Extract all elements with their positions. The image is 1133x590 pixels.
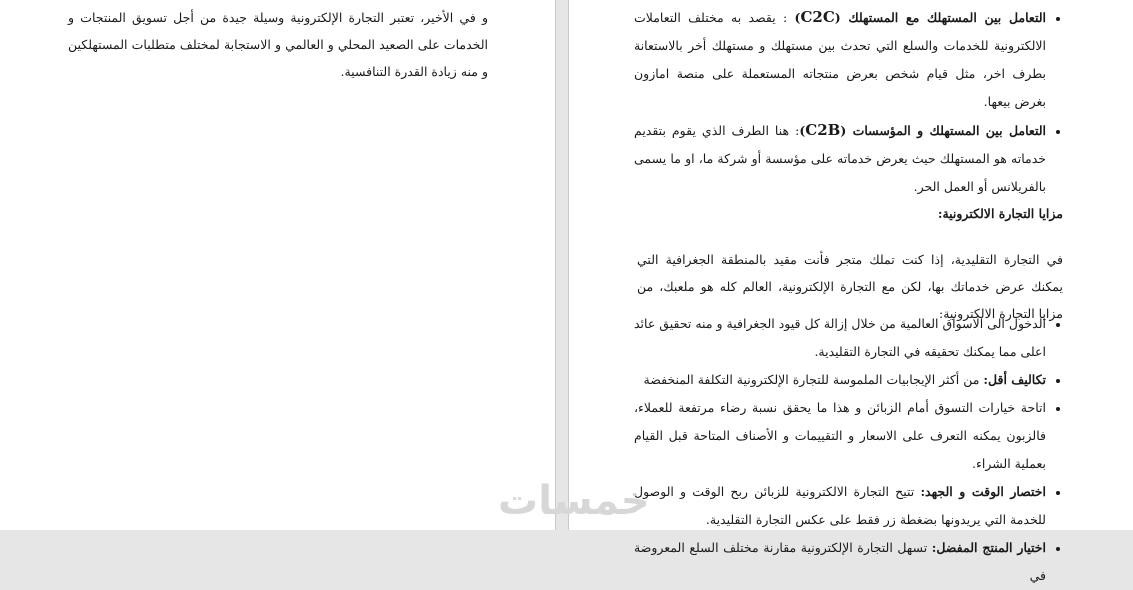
conclusion-paragraph: و في الأخير، تعتبر التجارة الإلكترونية وسيلة جيدة من أجل تسويق المنتجات و الخدمات على الصعيد المحلي و العالمي و الاستجابة لمختلف متطلبات المستهلكين و منه زيادة القدرة التنافسية. xyxy=(68,10,488,79)
ecommerce-types-list xyxy=(634,3,1064,201)
list-item: • تكاليف أقل: من أكثر الإيجابيات الملموسة للتجارة الإلكترونية التكلفة المنخفضة xyxy=(634,366,1046,394)
list-item-c2b: • التعامل بين المستهلك و المؤسسات (C2B): هنا الطرف الذي يقوم بتقديم خدماته هو المستهلك حيث يعرض خدماته على مؤسسة أو شركة ما، او ما يسمى بالفريلانس أو العمل الحر. xyxy=(634,116,1046,201)
page-gutter xyxy=(556,0,568,530)
list-item: • اتاحة خيارات التسوق أمام الزبائن و هذا ما يحقق نسبة رضاء مرتفعة للعملاء، فالزبون يمكنه التعرف على الاسعار و التقييمات و الأصناف المتاحة قبل القيام بعملية الشراء. xyxy=(634,394,1046,478)
list-item-c2c: • التعامل بين المستهلك مع المستهلك (C2C) : يقصد به مختلف التعاملات الالكترونية للخدمات والسلع التي تحدث بين مستهلك و مستهلك أخر بالاستعانة بطرف اخر، مثل قيام شخص بعرض منتجاته المستعملة على منصة امازون بغرض بيعها. xyxy=(634,3,1046,116)
watermark-logo: خمسات xyxy=(498,478,650,524)
document-page-left xyxy=(0,0,556,530)
list-item: • اختصار الوقت و الجهد: تتيح التجارة الالكترونية للزبائن ربح الوقت و الوصول للخدمة التي يريدونها بضغطة زر فقط على عكس التجارة التقليدية. xyxy=(634,478,1046,534)
section-heading: مزايا التجارة الالكترونية: xyxy=(937,206,1063,221)
list-item: • اختيار المنتج المفضل: تسهل التجارة الإلكترونية مقارنة مختلف السلع المعروضة في xyxy=(634,534,1046,590)
c2c-code: C2C xyxy=(800,8,835,26)
intro-paragraph: في التجارة التقليدية، إذا كنت تملك متجر فأنت مقيد بالمنطقة الجغرافية التي يمكنك عرض خدماتك بها، لكن مع التجارة الإلكترونية، العالم كله هو ملعبك، من مزايا التجارة الالكترونية: xyxy=(637,252,1063,321)
list-item: • الدخول الى الاسواق العالمية من خلال إزالة كل قيود الجغرافية و منه تحقيق عائد اعلى مما يمكنك تحقيقه في التجارة التقليدية. xyxy=(634,310,1046,366)
document-page-right xyxy=(568,0,1133,583)
advantages-list xyxy=(634,310,1064,590)
c2b-code: C2B xyxy=(805,121,841,139)
